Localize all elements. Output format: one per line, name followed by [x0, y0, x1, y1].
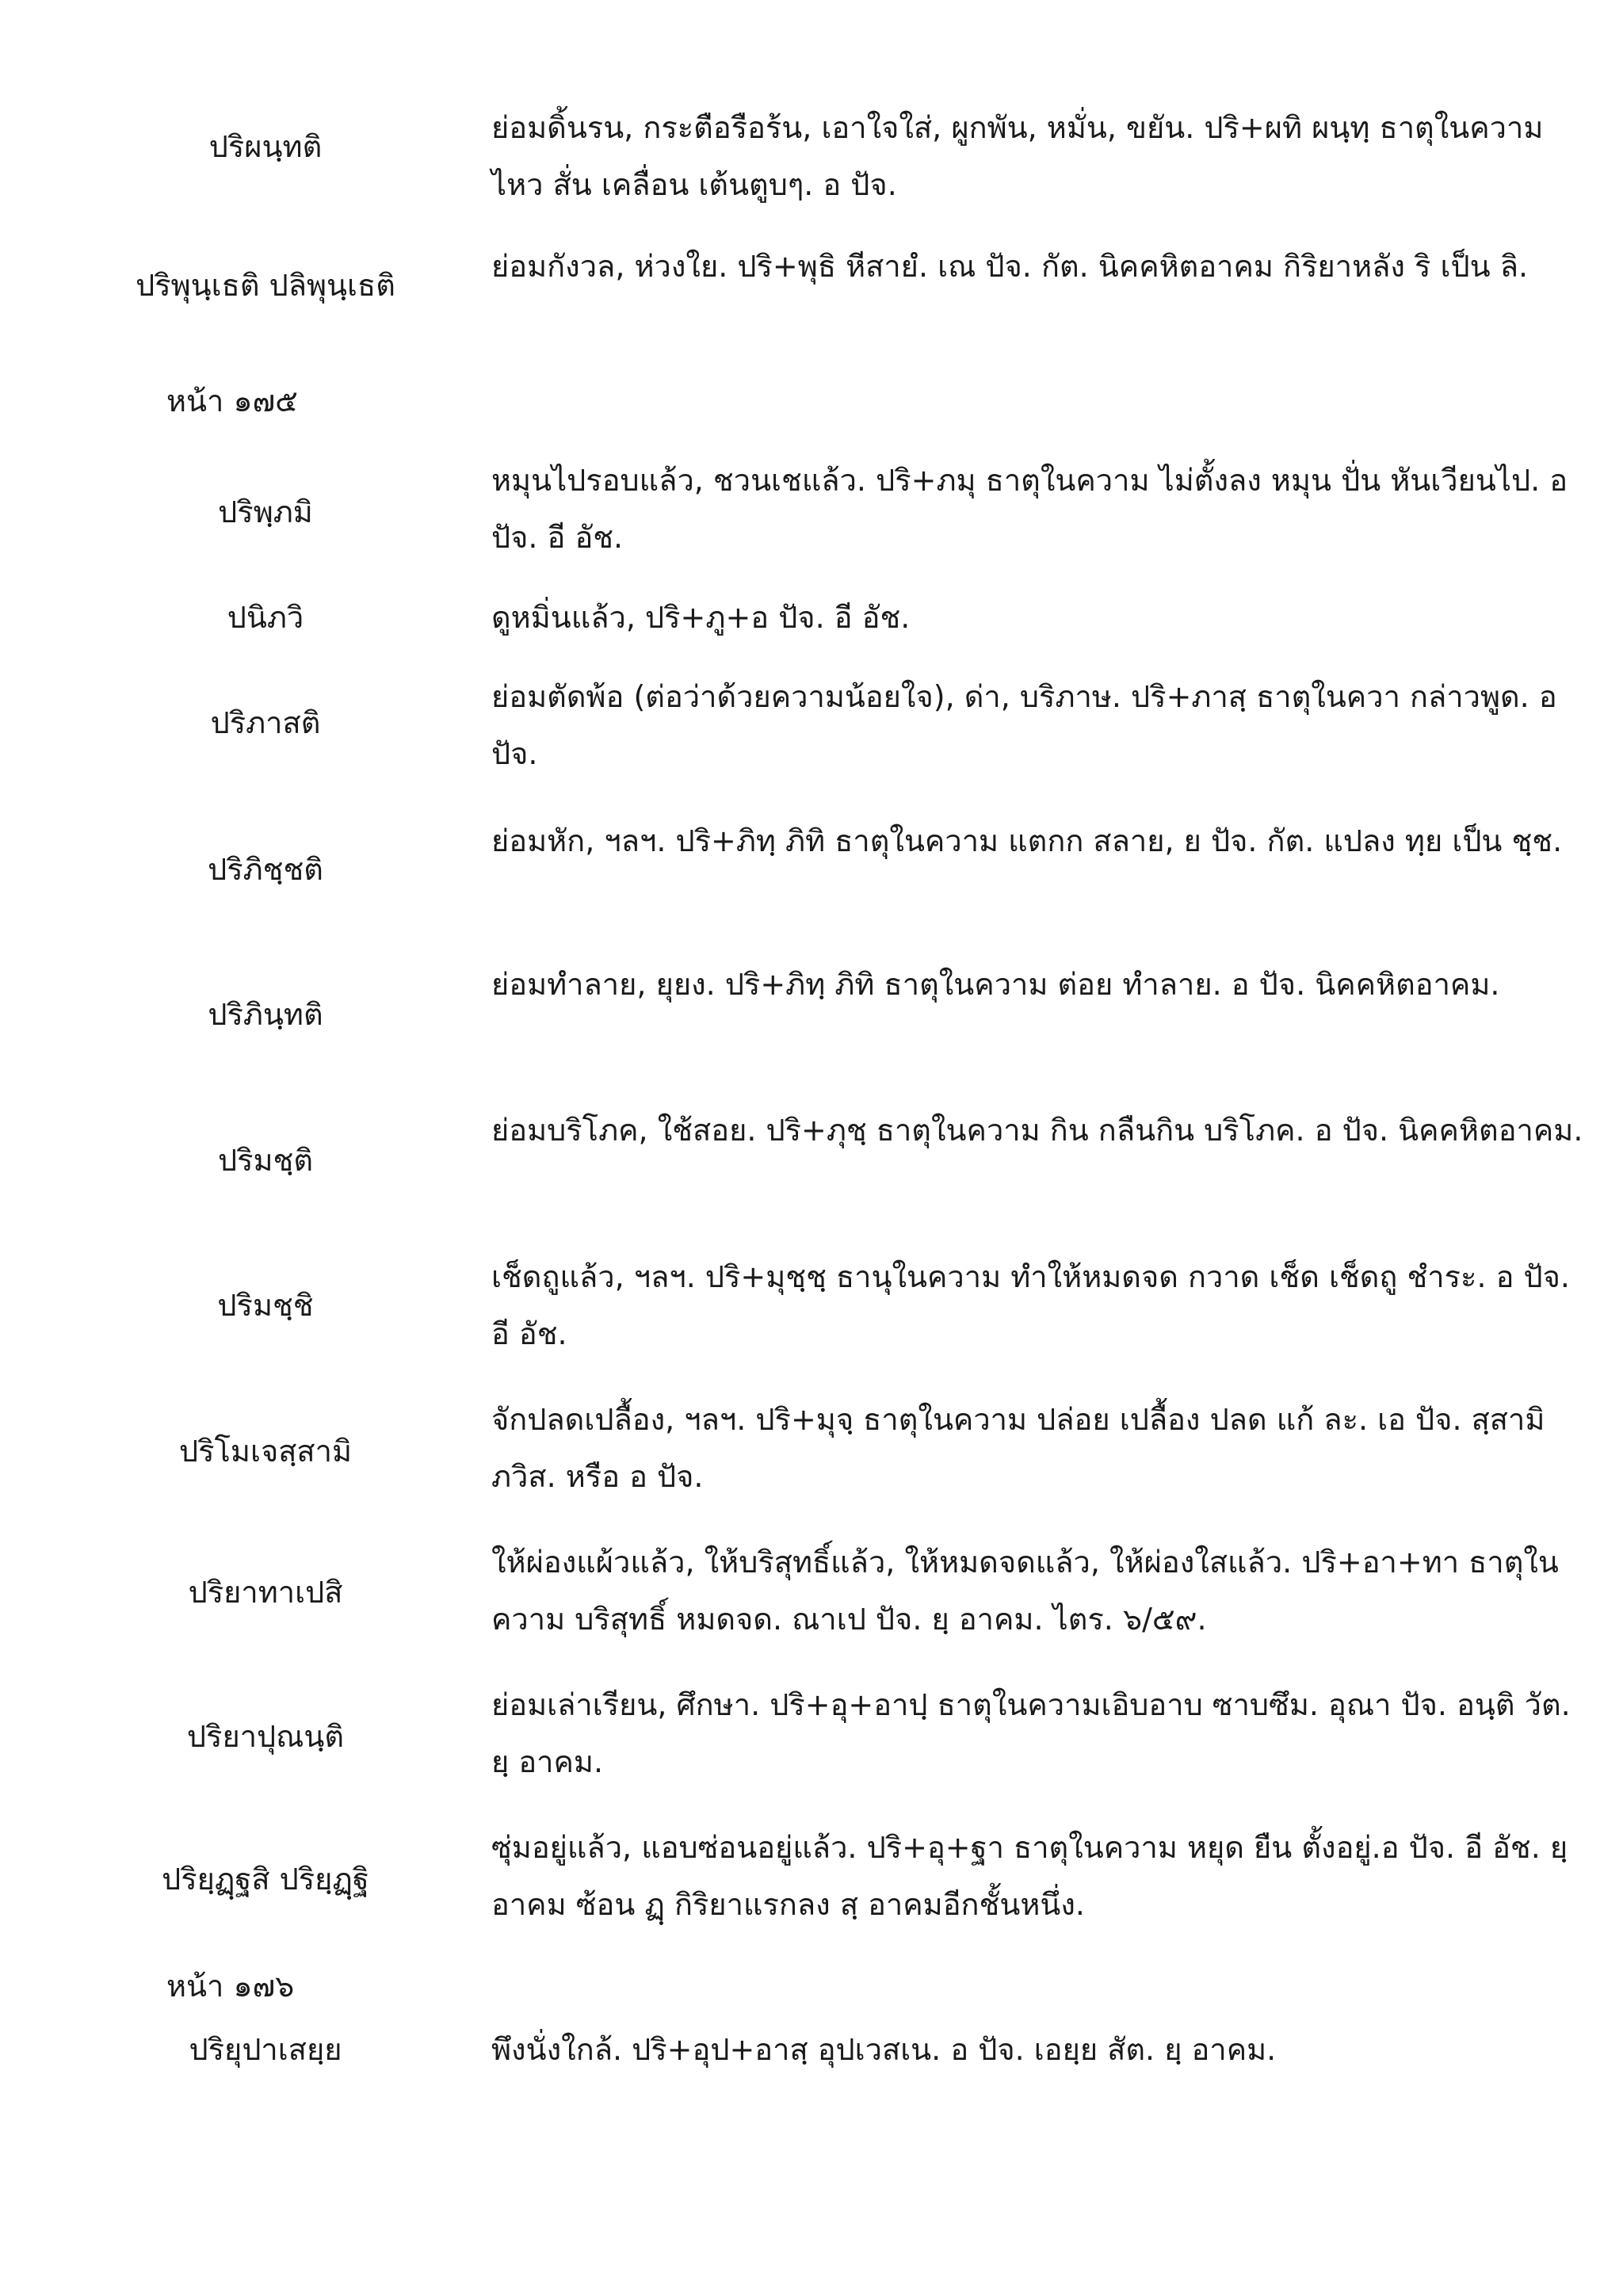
page-marker: หน้า ๑๗๖: [166, 1969, 295, 2004]
entry-term: ปริพุนฺเธติ ปลิพุนฺเธติ: [136, 268, 395, 303]
entry-definition: ซุ่มอยู่แล้ว, แอบซ่อนอยู่แล้ว. ปริ+อุ+ฐา ธาตุในความ หยุด ยืน ตั้งอยู่.อ ปัจ. อี อัช. ยฺ อาคม ซ้อน ฏฺ กิริยาแรกลง สฺ อาคมอีกชั้นหนึ่ง.: [491, 1830, 1568, 1922]
entry-term: ปริโมเจสฺสามิ: [178, 1434, 353, 1469]
entry-definition: ย่อมหัก, ฯลฯ. ปริ+ภิทฺ ภิทิ ธาตุในความ แตกก สลาย, ย ปัจ. กัต. แปลง ทฺย เป็น ชฺช.: [491, 823, 1563, 858]
entry-term: ปริภาสติ: [210, 705, 321, 740]
entry-term: ปนิภวิ: [227, 600, 304, 635]
entry-term: ปริยาปุณนฺติ: [186, 1719, 345, 1754]
entry-term: ปริยุปาเสยฺย: [189, 2032, 342, 2067]
entry-definition: ให้ผ่องแผ้วแล้ว, ให้บริสุทธิ์แล้ว, ให้หมดจดแล้ว, ให้ผ่องใสแล้ว. ปริ+อา+ทา ธาตุในความ บริสุทธิ์ หมดจด. ณาเป ปัจ. ยฺ อาคม. ไตร. ๖/๕๙.: [491, 1545, 1559, 1637]
entry-definition: ย่อมกังวล, ห่วงใย. ปริ+พุธิ หีสายํ. เณ ปัจ. กัต. นิคคหิตอาคม กิริยาหลัง ริ เป็น ลิ.: [491, 249, 1529, 284]
entry-definition: จักปลดเปลื้อง, ฯลฯ. ปริ+มุจฺ ธาตุในความ ปล่อย เปลื้อง ปลด แก้ ละ. เอ ปัจ. สฺสามิ ภวิส. หรือ อ ปัจ.: [491, 1402, 1545, 1494]
entry-definition: ย่อมดิ้นรน, กระตือรือร้น, เอาใจใส่, ผูกพัน, หมั่น, ขยัน. ปริ+ผทิ ผนฺทฺ ธาตุในความ ไหว สั่น เคลื่อน เต้นตูบๆ. อ ปัจ.: [491, 110, 1544, 202]
entry-term: ปริมชฺชิ: [217, 1288, 314, 1323]
entry-definition: หมุนไปรอบแล้ว, ชวนเชแล้ว. ปริ+ภมุ ธาตุในความ ไม่ตั้งลง หมุน ปั่น หันเวียนไป. อ ปัจ. อี อัช.: [491, 463, 1568, 555]
entry-term: ปริยฺฏฺฐสิ ปริยฺฏฺฐิ: [162, 1862, 369, 1897]
entry-definition: ย่อมตัดพ้อ (ต่อว่าด้วยความน้อยใจ), ด่า, บริภาษ. ปริ+ภาสฺ ธาตุในควา กล่าวพูด. อ ปัจ.: [491, 679, 1557, 771]
entry-term: ปริภินฺทติ: [208, 997, 323, 1032]
entry-term: ปริผนฺทติ: [208, 129, 323, 164]
entry-definition: ดูหมิ่นแล้ว, ปริ+ภู+อ ปัจ. อี อัช.: [491, 600, 911, 635]
entry-definition: ย่อมเล่าเรียน, ศึกษา. ปริ+อุ+อาปฺ ธาตุในความเอิบอาบ ซาบซึม. อุณา ปัจ. อนฺติ วัต. ยฺ อาคม.: [491, 1687, 1571, 1779]
entry-term: ปริพฺภมิ: [218, 495, 313, 529]
entry-definition: เช็ดถูแล้ว, ฯลฯ. ปริ+มุชฺชฺ ธานุในความ ทำให้หมดจด กวาด เช็ด เช็ดถู ชำระ. อ ปัจ. อี อัช.: [491, 1259, 1570, 1351]
page-marker: หน้า ๑๗๕: [166, 384, 298, 418]
entry-term: ปริยาทาเปสิ: [188, 1575, 343, 1610]
entry-term: ปริมชฺติ: [217, 1143, 314, 1178]
entry-definition: ย่อมบริโภค, ใช้สอย. ปริ+ภุชฺ ธาตุในความ กิน กลืนกิน บริโภค. อ ปัจ. นิคคหิตอาคม.: [491, 1113, 1583, 1148]
entry-term: ปริภิชฺชติ: [208, 852, 323, 887]
entry-definition: ย่อมทำลาย, ยุยง. ปริ+ภิทฺ ภิทิ ธาตุในความ ต่อย ทำลาย. อ ปัจ. นิคคหิตอาคม.: [491, 967, 1500, 1002]
entry-definition: พึงนั่งใกล้. ปริ+อุป+อาสฺ อุปเวสเน. อ ปัจ. เอยฺย สัต. ยฺ อาคม.: [491, 2032, 1277, 2067]
